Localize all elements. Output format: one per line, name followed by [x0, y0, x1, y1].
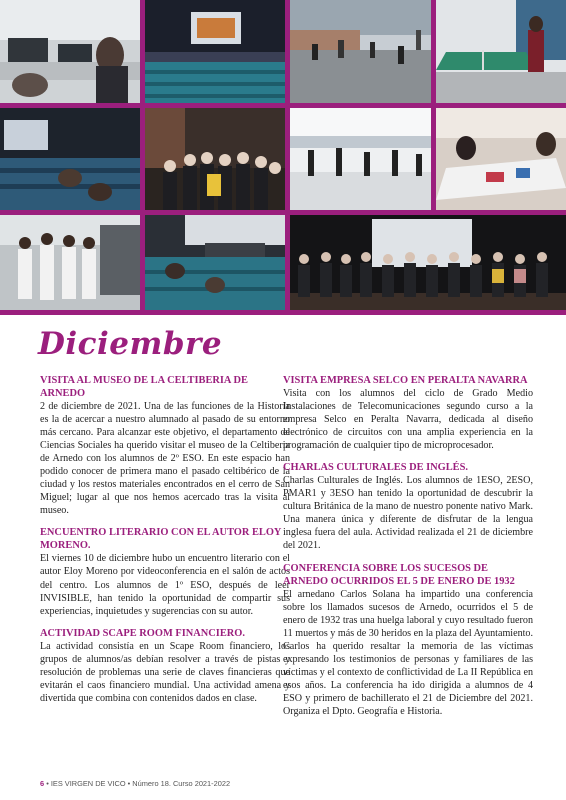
- article-body: 2 de diciembre de 2021. Una de las funciones de la Historia es la de acercar a nuestro alumnado al pasado de su entorno más cercano. Para alcanzar este objetivo, el departamento de Ciencias Sociales ha querido visitar el museo de la Celtiberia de Arnedo con los alumnos de 2º ESO. En este espacio han podido conocer de primera mano el pasado celtibérico de la ciudad y los restos materiales encontrados en el cerro de San Miguel; lugar al que nos hemos acercado tras la visita al museo.: [40, 401, 290, 517]
- article-heading: VISITA EMPRESA SELCO EN PERALTA NAVARRA: [283, 375, 528, 386]
- footer-separator-icon: •: [46, 779, 51, 788]
- right-column: [283, 374, 533, 727]
- ping-pong-photo: [436, 0, 566, 103]
- computer-lab-photo: [0, 0, 140, 103]
- footer-text: IES VIRGEN DE VICO • Número 18. Curso 2021-2022: [50, 779, 231, 788]
- stage-group-photo: [290, 215, 566, 310]
- article-heading: CHARLAS CULTURALES DE INGLÉS.: [283, 462, 468, 474]
- article-literary-meeting: [40, 526, 290, 617]
- article-scape-room: [40, 627, 290, 705]
- article-body: El arnedano Carlos Solana ha impartido una conferencia sobre los llamados sucesos de Arnedo, ocurridos el 5 de enero de 1932 tras una huelga laboral y cuyo resultado fueron 11 muertos y más de 30 heridos en la plaza del Ayuntamiento. Carlos ha querido resaltar la memoria de las víctimas expresando los testimonios de personas y familiares de las víctimas y el contexto de conflictividad de La II República en esos años. La conferencia ha ido dirigida a alumnos de 4 ESO y primero de bachillerato el 21 de Diciembre del 2021. Organiza el Dpto. Geografía e Historia.: [283, 588, 533, 717]
- escape-room-photo: [436, 108, 566, 210]
- article-body: El viernes 10 de diciembre hubo un encuentro literario con el autor Eloy Moreno por videoconferencia en el salón de actos del centro. Los alumnos de 1º ESO, después de leer INVISIBLE, han tenido la oportunidad de compartir sus experiencias, inquietudes y sugerencias con su autor.: [40, 553, 290, 617]
- article-heading: ACTIVIDAD SCAPE ROOM FINANCIERO.: [40, 627, 245, 639]
- article-arnedo-conference: [283, 562, 533, 718]
- article-body: Visita con los alumnos del ciclo de Grado Medio Instalaciones de Telecomunicaciones segundo curso a la empresa Selco en Peralta Navarra, dedicada al diseño electrónico de circuitos con una amplia experiencia en la programación de cualquier tipo de microprocesador.: [283, 388, 533, 452]
- page-number: 6: [40, 779, 45, 788]
- photo-collage: [0, 0, 566, 315]
- page-title: Diciembre: [38, 326, 223, 362]
- article-body: Charlas Culturales de Inglés. Los alumnos de 1ESO, 2ESO, PMAR1 y 3ESO han tenido la oportunidad de descubrir la cultura Británica de la mano de nuestro ponente nativo Mark. Una manera única y diferente de disfrutar de la lengua inglesa fuera del aula. Actividad realizada el 21 de diciembre del 2021.: [283, 475, 533, 552]
- left-column: [40, 374, 290, 714]
- auditorium-presentation-photo: [145, 0, 285, 103]
- article-museum-visit: [40, 374, 290, 517]
- article-selco-visit: [283, 374, 533, 452]
- article-english-talks: [283, 461, 533, 552]
- schoolyard-activity-photo: [290, 0, 431, 103]
- spinning-class-photo: [290, 108, 431, 210]
- article-heading: VISITA AL MUSEO DE LA CELTIBERIA DE ARNEDO: [40, 375, 248, 399]
- article-heading: ENCUENTRO LITERARIO CON EL AUTOR ELOY MORENO.: [40, 527, 282, 552]
- page-footer: [40, 779, 230, 788]
- museum-group-photo: [145, 108, 285, 210]
- article-heading: CONFERENCIA SOBRE LOS SUCESOS DE ARNEDO OCURRIDOS EL 5 DE ENERO DE 1932: [283, 562, 515, 587]
- laboratory-photo: [0, 215, 140, 310]
- article-body: La actividad consistía en un Scape Room financiero, los grupos de alumnos/as debían resolver a través de pistas y resolución de problemas una serie de claves financieras que evitarán el caos financiero mundial. Una actividad amena y divertida que combina con contenidos dados en clase.: [40, 640, 290, 704]
- videoconference-photo: [0, 108, 140, 210]
- conference-audience-photo: [145, 215, 285, 310]
